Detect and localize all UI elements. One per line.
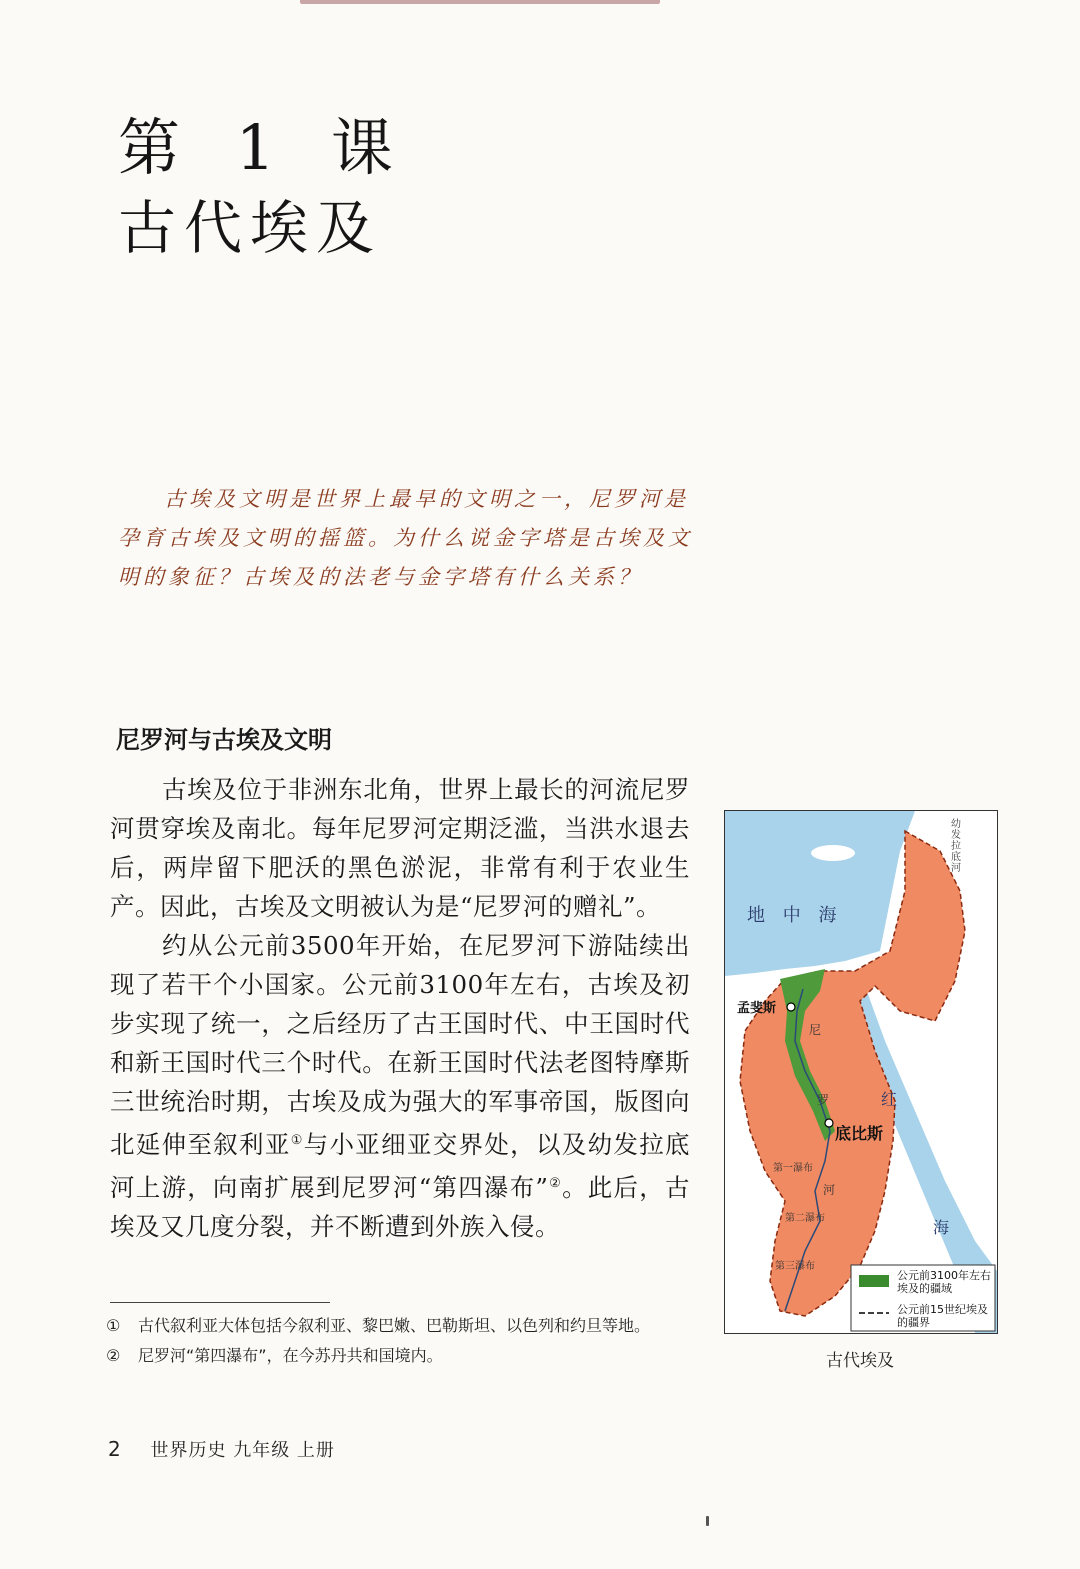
lesson-number: 第 1 课 — [118, 111, 411, 184]
book-title: 世界历史 九年级 上册 — [150, 1440, 335, 1461]
footnote-1 — [106, 1312, 696, 1340]
map-label-euphrates: 幼发拉底河 — [951, 819, 961, 874]
body-text — [110, 770, 690, 1246]
map-label-red-sea-2: 海 — [933, 1218, 950, 1237]
map-label-cataract-2: 第二瀑布 — [785, 1213, 825, 1224]
map-label-cataract-3: 第三瀑布 — [775, 1261, 815, 1272]
map-label-river-3: 河 — [823, 1183, 836, 1197]
paragraph-2-part-2: 与小亚细亚交界处，以及幼发拉底河上游，向南扩展到尼罗河“第四瀑布” — [110, 1130, 691, 1203]
legend-label-1: 公元前3100年左右埃及的疆域 — [897, 1269, 991, 1295]
footnote-text: 古代叙利亚大体包括今叙利亚、黎巴嫩、巴勒斯坦、以色列和约旦等地。 — [138, 1316, 651, 1335]
map-label-river-1: 尼 — [809, 1023, 822, 1037]
paragraph-2 — [110, 926, 690, 1246]
intro-paragraph: 古埃及文明是世界上最早的文明之一，尼罗河是孕育古埃及文明的摇篮。为什么说金字塔是古埃及文明的象征？古埃及的法老与金字塔有什么关系？ — [118, 487, 693, 589]
footnote-2 — [106, 1342, 696, 1370]
footnote-text: 尼罗河“第四瀑布”，在今苏丹共和国境内。 — [138, 1346, 443, 1365]
thebes-marker — [825, 1119, 833, 1127]
footnote-mark: ① — [106, 1316, 121, 1335]
footnotes — [106, 1312, 696, 1372]
lesson-title: 古代埃及 — [118, 194, 383, 262]
page-number: 2 — [108, 1437, 121, 1461]
footnote-ref-1[interactable]: ① — [290, 1133, 304, 1148]
paragraph-2-part-3: 。此后，古埃及又几度分裂，并不断遭到外族入侵。 — [110, 1173, 690, 1242]
map-label-red-sea-1: 红 — [881, 1090, 898, 1109]
map-label-river-2: 罗 — [817, 1093, 830, 1107]
legend-swatch-green — [859, 1275, 889, 1287]
footnote-mark: ② — [106, 1346, 121, 1365]
map-label-memphis: 孟斐斯 — [737, 1001, 777, 1016]
top-color-band — [300, 0, 660, 4]
footnote-divider — [110, 1302, 330, 1303]
ancient-egypt-map — [724, 810, 998, 1334]
legend-label-2: 公元前15世纪埃及的疆界 — [897, 1303, 988, 1329]
map-caption: 古代埃及 — [826, 1351, 894, 1371]
section-heading: 尼罗河与古埃及文明 — [116, 726, 332, 754]
map-label-cataract-1: 第一瀑布 — [773, 1163, 813, 1174]
scan-speck — [706, 1516, 709, 1526]
memphis-marker — [787, 1003, 795, 1011]
page-footer — [108, 1436, 335, 1462]
map-svg — [725, 811, 997, 1333]
paragraph-2-part-1: 约从公元前3500年开始，在尼罗河下游陆续出现了若干个小国家。公元前3100年左右，古埃及初步实现了统一，之后经历了古王国时代、中王国时代和新王国时代三个时代。在新王国时代法老图特摩斯三世统治时期，古埃及成为强大的军事帝国，版图向北延伸至叙利亚 — [110, 931, 690, 1160]
paragraph-1: 古埃及位于非洲东北角，世界上最长的河流尼罗河贯穿埃及南北。每年尼罗河定期泛滥，当洪水退去后，两岸留下肥沃的黑色淤泥，非常有利于农业生产。因此，古埃及文明被认为是“尼罗河的赠礼”。 — [110, 775, 690, 921]
footnote-ref-2[interactable]: ② — [548, 1176, 563, 1192]
map-label-thebes: 底比斯 — [835, 1124, 884, 1143]
map-label-mediterranean: 地 中 海 — [747, 905, 843, 926]
cyprus-island — [811, 845, 855, 861]
